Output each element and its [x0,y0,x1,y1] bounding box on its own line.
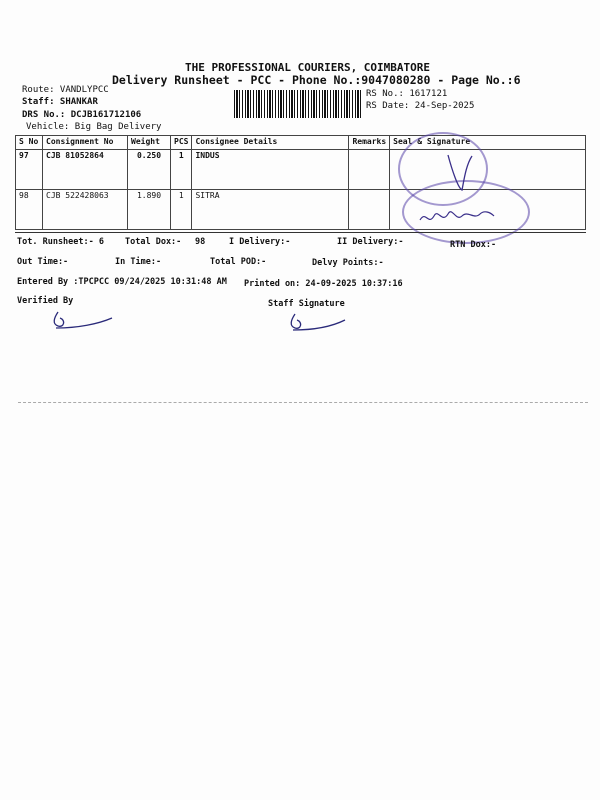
divider [15,232,586,233]
staff-label: Staff: SHANKAR [22,97,98,107]
drs-number: DRS No.: DCJB161712106 [22,110,142,120]
row-weight: 0.250 [128,150,171,190]
col-sno: S No [16,136,43,150]
scan-artifact-line [18,402,588,403]
tot-runsheet: Tot. Runsheet:- 6 [17,237,104,247]
total-dox-label: Total Dox:- [125,237,182,247]
col-seal-signature: Seal & Signature [390,136,586,150]
entered-by: Entered By :TPCPCC 09/24/2025 10:31:48 AM [17,277,227,287]
col-consignee: Consignee Details [192,136,349,150]
rs-date: RS Date: 24-Sep-2025 [366,101,475,111]
table-header-row [16,136,586,150]
row-remarks [349,190,390,230]
staff-signature-label: Staff Signature [268,299,345,309]
out-time: Out Time:- [17,257,69,267]
ii-delivery: II Delivery:- [337,237,404,247]
receiver-signature [440,150,480,199]
row-consignment: CJB 522428063 [43,190,128,230]
row-sno: 97 [16,150,43,190]
col-consignment: Consignment No [43,136,128,150]
i-delivery: I Delivery:- [229,237,291,247]
verified-by-label: Verified By [17,296,74,306]
runsheet-title: Delivery Runsheet - PCC - Phone No.:9047080280 - Page No.:6 [112,73,521,87]
row-consignment: CJB 81052864 [43,150,128,190]
barcode [234,90,362,118]
row-sno: 98 [16,190,43,230]
col-remarks: Remarks [349,136,390,150]
col-weight: Weight [128,136,171,150]
row-weight: 1.890 [128,190,171,230]
rs-number: RS No.: 1617121 [366,89,448,99]
verified-signature [48,308,118,336]
col-pcs: PCS [171,136,192,150]
vehicle-label: Vehicle: Big Bag Delivery [26,122,162,132]
printed-on: Printed on: 24-09-2025 10:37:16 [244,279,403,289]
total-pod: Total POD:- [210,257,267,267]
receiver-handwriting [418,202,498,236]
route-label: Route: VANDLYPCC [22,85,109,95]
delvy-points: Delvy Points:- [312,258,384,268]
rtn-dox: RTN Dox:- [450,240,497,250]
row-pcs: 1 [171,190,192,230]
in-time: In Time:- [115,257,162,267]
row-remarks [349,150,390,190]
row-pcs: 1 [171,150,192,190]
company-name: THE PROFESSIONAL COURIERS, COIMBATORE [185,61,431,74]
row-consignee: INDUS [192,150,349,190]
row-consignee: SITRA [192,190,349,230]
table-row [16,150,586,190]
staff-signature [285,310,355,338]
total-dox-value: 98 [195,237,206,247]
